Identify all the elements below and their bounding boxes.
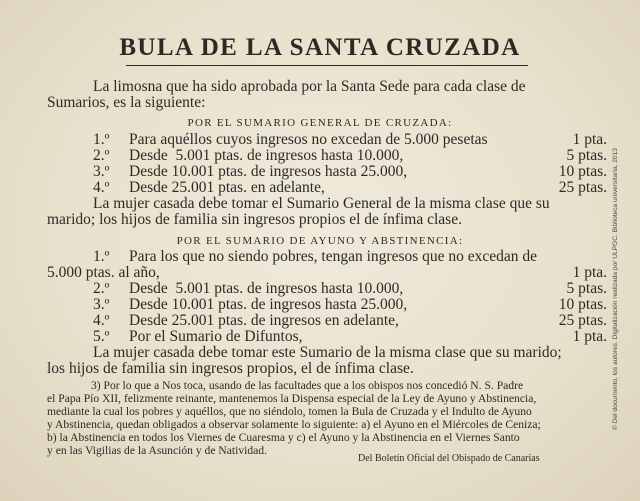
section1-note-line-2: marido; los hijos de familia sin ingresos propios el de ínfima clase. — [47, 211, 462, 228]
row-text: Desde 5.001 ptas. de ingresos hasta 10.000, — [129, 280, 404, 297]
title-underline — [126, 65, 528, 66]
row-amount: 1 pta. — [572, 328, 607, 345]
decree-line-1: 3) Por lo que a Nos toca, usando de las facultades que a los obispos nos concedió N. S. Padre — [91, 379, 524, 392]
row-number: 5.º — [93, 328, 110, 345]
row-text: Desde 25.001 ptas. de ingresos en adelante, — [129, 312, 399, 329]
row-text: Desde 10.001 ptas. de ingresos hasta 25.000, — [129, 163, 408, 180]
row-number: 1.º — [93, 248, 110, 265]
document-title: BULA DE LA SANTA CRUZADA — [119, 34, 521, 61]
row-amount: 1 pta. — [572, 264, 607, 281]
row-number: 4.º — [93, 312, 110, 329]
row-amount: 5 ptas. — [566, 147, 607, 164]
row-number: 3.º — [93, 163, 110, 180]
row-number: 1.º — [93, 131, 110, 148]
section2-note-line-1: La mujer casada debe tomar este Sumario de la misma clase que su marido; — [93, 344, 562, 361]
section2-heading: POR EL SUMARIO DE AYUNO Y ABSTINENCIA: — [176, 235, 464, 247]
source-attribution: Del Boletín Oficial del Obispado de Canarias — [358, 453, 540, 464]
row-amount: 25 ptas. — [558, 312, 607, 329]
row-text: 5.000 ptas. al año, — [47, 264, 160, 281]
row-text: Desde 5.001 ptas. de ingresos hasta 10.000, — [129, 147, 404, 164]
row-text: Desde 25.001 ptas. en adelante, — [129, 179, 325, 196]
row-number: 4.º — [93, 179, 110, 196]
row-amount: 5 ptas. — [566, 280, 607, 297]
decree-line-2: el Papa Pío XII, felizmente reinante, mantenemos la Dispensa especial de la Ley de Ayuno y Abstinencia, — [47, 392, 537, 405]
intro-line-1: La limosna que ha sido aprobada por la Santa Sede para cada clase de — [93, 78, 526, 95]
row-amount: 1 pta. — [572, 131, 607, 148]
row-text: Para aquéllos cuyos ingresos no excedan de 5.000 pesetas — [129, 131, 488, 148]
row-amount: 10 ptas. — [558, 163, 607, 180]
intro-line-2: Sumarios, es la siguiente: — [47, 94, 206, 111]
section1-heading: POR EL SUMARIO GENERAL DE CRUZADA: — [187, 117, 453, 129]
row-amount: 25 ptas. — [558, 179, 607, 196]
row-number: 3.º — [93, 296, 110, 313]
decree-line-3: mediante la cual los pobres y aquéllos, que no siéndolo, tomen la Bula de Cruzada y el Indulto de Ayuno — [47, 405, 532, 418]
row-text: Por el Sumario de Difuntos, — [129, 328, 303, 345]
section2-note-line-2: los hijos de familia sin ingresos propios, el de ínfima clase. — [47, 360, 414, 377]
decree-line-4: y Abstinencia, quedan obligados a observar solamente lo siguiente: a) el Ayuno en el Miércoles de Ceniza; — [47, 418, 541, 431]
digitization-credit: © Del documento, los autores. Digitalización realizada por ULPGC. Biblioteca universitaria, 2013 — [612, 148, 619, 430]
row-number: 2.º — [93, 147, 110, 164]
row-amount: 10 ptas. — [558, 296, 607, 313]
decree-line-5: b) la Abstinencia en todos los Viernes de Cuaresma y c) el Ayuno y la Abstinencia en el Viernes Santo — [47, 431, 520, 444]
section1-note-line-1: La mujer casada debe tomar el Sumario General de la misma clase que su — [93, 195, 550, 212]
decree-line-6: y en las Vigilias de la Asunción y de Natividad. — [47, 444, 267, 457]
row-text: Para los que no siendo pobres, tengan ingresos que no excedan de — [129, 248, 538, 265]
row-text: Desde 10.001 ptas. de ingresos hasta 25.000, — [129, 296, 408, 313]
row-number: 2.º — [93, 280, 110, 297]
